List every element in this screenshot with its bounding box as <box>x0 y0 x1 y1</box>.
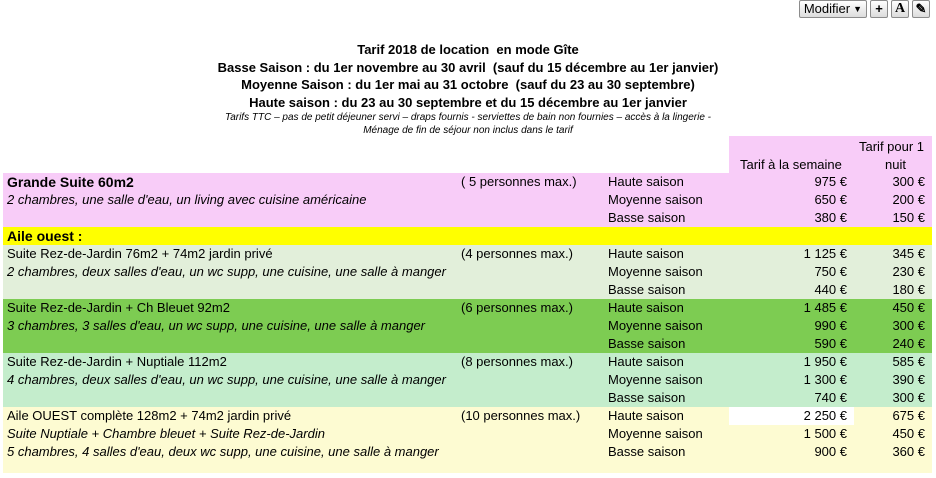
chevron-down-icon: ▼ <box>853 4 862 14</box>
season-label: Haute saison <box>608 174 684 189</box>
season-label: Moyenne saison <box>608 264 703 279</box>
table-row <box>3 281 932 299</box>
modify-dropdown-button[interactable] <box>799 0 867 18</box>
pencil-icon: ✎ <box>915 1 927 16</box>
week-price: 1 125 € <box>803 246 847 261</box>
unit-description: Suite Nuptiale + Chambre bleuet + Suite Rez-de-Jardin <box>7 426 325 441</box>
night-price: 345 € <box>892 246 925 261</box>
night-price: 390 € <box>892 372 925 387</box>
night-price: 300 € <box>892 318 925 333</box>
season-label: Moyenne saison <box>608 318 703 333</box>
table-row <box>3 335 932 353</box>
week-price: 1 300 € <box>803 372 847 387</box>
season-label: Moyenne saison <box>608 192 703 207</box>
table-row <box>3 191 932 209</box>
font-button[interactable] <box>891 0 909 18</box>
week-price: 990 € <box>814 318 847 333</box>
night-price: 585 € <box>892 354 925 369</box>
season-label: Haute saison <box>608 354 684 369</box>
table-row <box>3 407 932 425</box>
capacity: ( 5 personnes max.) <box>461 174 577 189</box>
table-row <box>3 353 932 371</box>
table-row <box>3 209 932 227</box>
week-price: 1 950 € <box>803 354 847 369</box>
table-row-spacer <box>3 461 932 473</box>
unit-description: 3 chambres, 3 salles d'eau, un wc supp, une cuisine, une salle à manger <box>7 318 426 333</box>
capacity: (4 personnes max.) <box>461 246 573 261</box>
unit-name: Suite Rez-de-Jardin + Ch Bleuet 92m2 <box>7 300 230 315</box>
season-label: Basse saison <box>608 390 686 405</box>
basse-saison-dates: Basse Saison : du 1er novembre au 30 avril (sauf du 15 décembre au 1er janvier) <box>217 59 719 75</box>
capacity: (10 personnes max.) <box>461 408 581 423</box>
column-header-week: Tarif à la semaine <box>740 157 842 172</box>
unit-description: 4 chambres, deux salles d'eau, un wc supp, une cuisine, une salle à manger <box>7 372 446 387</box>
night-price: 180 € <box>892 282 925 297</box>
tariff-header <box>0 41 936 137</box>
unit-name: Suite Rez-de-Jardin + Nuptiale 112m2 <box>7 354 227 369</box>
season-label: Haute saison <box>608 300 684 315</box>
season-label: Moyenne saison <box>608 372 703 387</box>
week-price: 1 500 € <box>803 426 847 441</box>
table-row <box>3 371 932 389</box>
week-price: 2 250 € <box>803 408 847 423</box>
night-price: 675 € <box>892 408 925 423</box>
week-price: 380 € <box>814 210 847 225</box>
night-price: 360 € <box>892 444 925 459</box>
week-price: 440 € <box>814 282 847 297</box>
table-row <box>3 263 932 281</box>
tariff-table <box>3 136 932 473</box>
column-header-night-line1: Tarif pour 1 <box>859 139 925 154</box>
unit-name: Grande Suite 60m2 <box>7 174 134 190</box>
unit-name: Aile OUEST complète 128m2 + 74m2 jardin privé <box>7 408 292 423</box>
night-price: 450 € <box>892 300 925 315</box>
unit-description: 2 chambres, une salle d'eau, un living avec cuisine américaine <box>7 192 367 207</box>
capacity: (8 personnes max.) <box>461 354 573 369</box>
season-label: Haute saison <box>608 246 684 261</box>
week-price: 1 485 € <box>803 300 847 315</box>
section-heading-row <box>3 227 932 245</box>
modify-label: Modifier <box>803 1 851 16</box>
edit-button[interactable] <box>912 0 930 18</box>
unit-name: Suite Rez-de-Jardin 76m2 + 74m2 jardin privé <box>7 246 273 261</box>
week-price: 740 € <box>814 390 847 405</box>
table-row <box>3 245 932 263</box>
plus-icon: + <box>875 1 883 16</box>
night-price: 150 € <box>892 210 925 225</box>
night-price: 300 € <box>892 390 925 405</box>
season-label: Basse saison <box>608 282 686 297</box>
tariff-note-2: Ménage de fin de séjour non inclus dans le tarif <box>363 125 573 136</box>
night-price: 240 € <box>892 336 925 351</box>
table-header <box>3 136 932 173</box>
night-price: 200 € <box>892 192 925 207</box>
section-heading: Aile ouest : <box>7 228 83 244</box>
season-label: Basse saison <box>608 210 686 225</box>
haute-saison-dates: Haute saison : du 23 au 30 septembre et du 15 décembre au 1er janvier <box>249 94 687 110</box>
week-price: 750 € <box>814 264 847 279</box>
season-label: Basse saison <box>608 336 686 351</box>
table-row <box>3 173 932 191</box>
table-row <box>3 317 932 335</box>
editor-toolbar <box>799 0 930 18</box>
season-label: Moyenne saison <box>608 426 703 441</box>
week-price: 975 € <box>814 174 847 189</box>
capacity: (6 personnes max.) <box>461 300 573 315</box>
table-row <box>3 425 932 443</box>
unit-description: 5 chambres, 4 salles d'eau, deux wc supp, une cuisine, une salle à manger <box>7 444 439 459</box>
season-label: Haute saison <box>608 408 684 423</box>
page-title: Tarif 2018 de location en mode Gîte <box>357 42 579 57</box>
week-price: 650 € <box>814 192 847 207</box>
night-price: 300 € <box>892 174 925 189</box>
table-row <box>3 299 932 317</box>
week-price: 900 € <box>814 444 847 459</box>
font-icon: A <box>894 1 906 16</box>
unit-description: 2 chambres, deux salles d'eau, un wc supp, une cuisine, une salle à manger <box>7 264 446 279</box>
season-label: Basse saison <box>608 444 686 459</box>
moyenne-saison-dates: Moyenne Saison : du 1er mai au 31 octobre (sauf du 23 au 30 septembre) <box>241 77 695 92</box>
add-button[interactable] <box>870 0 888 18</box>
week-price: 590 € <box>814 336 847 351</box>
tariff-note-1: Tarifs TTC – pas de petit déjeuner servi – draps fournis - serviettes de bain non fournies – accès à la lingerie - <box>225 112 711 123</box>
night-price: 230 € <box>892 264 925 279</box>
table-row <box>3 443 932 461</box>
night-price: 450 € <box>892 426 925 441</box>
column-header-night-line2: nuit <box>885 157 906 172</box>
table-row <box>3 389 932 407</box>
